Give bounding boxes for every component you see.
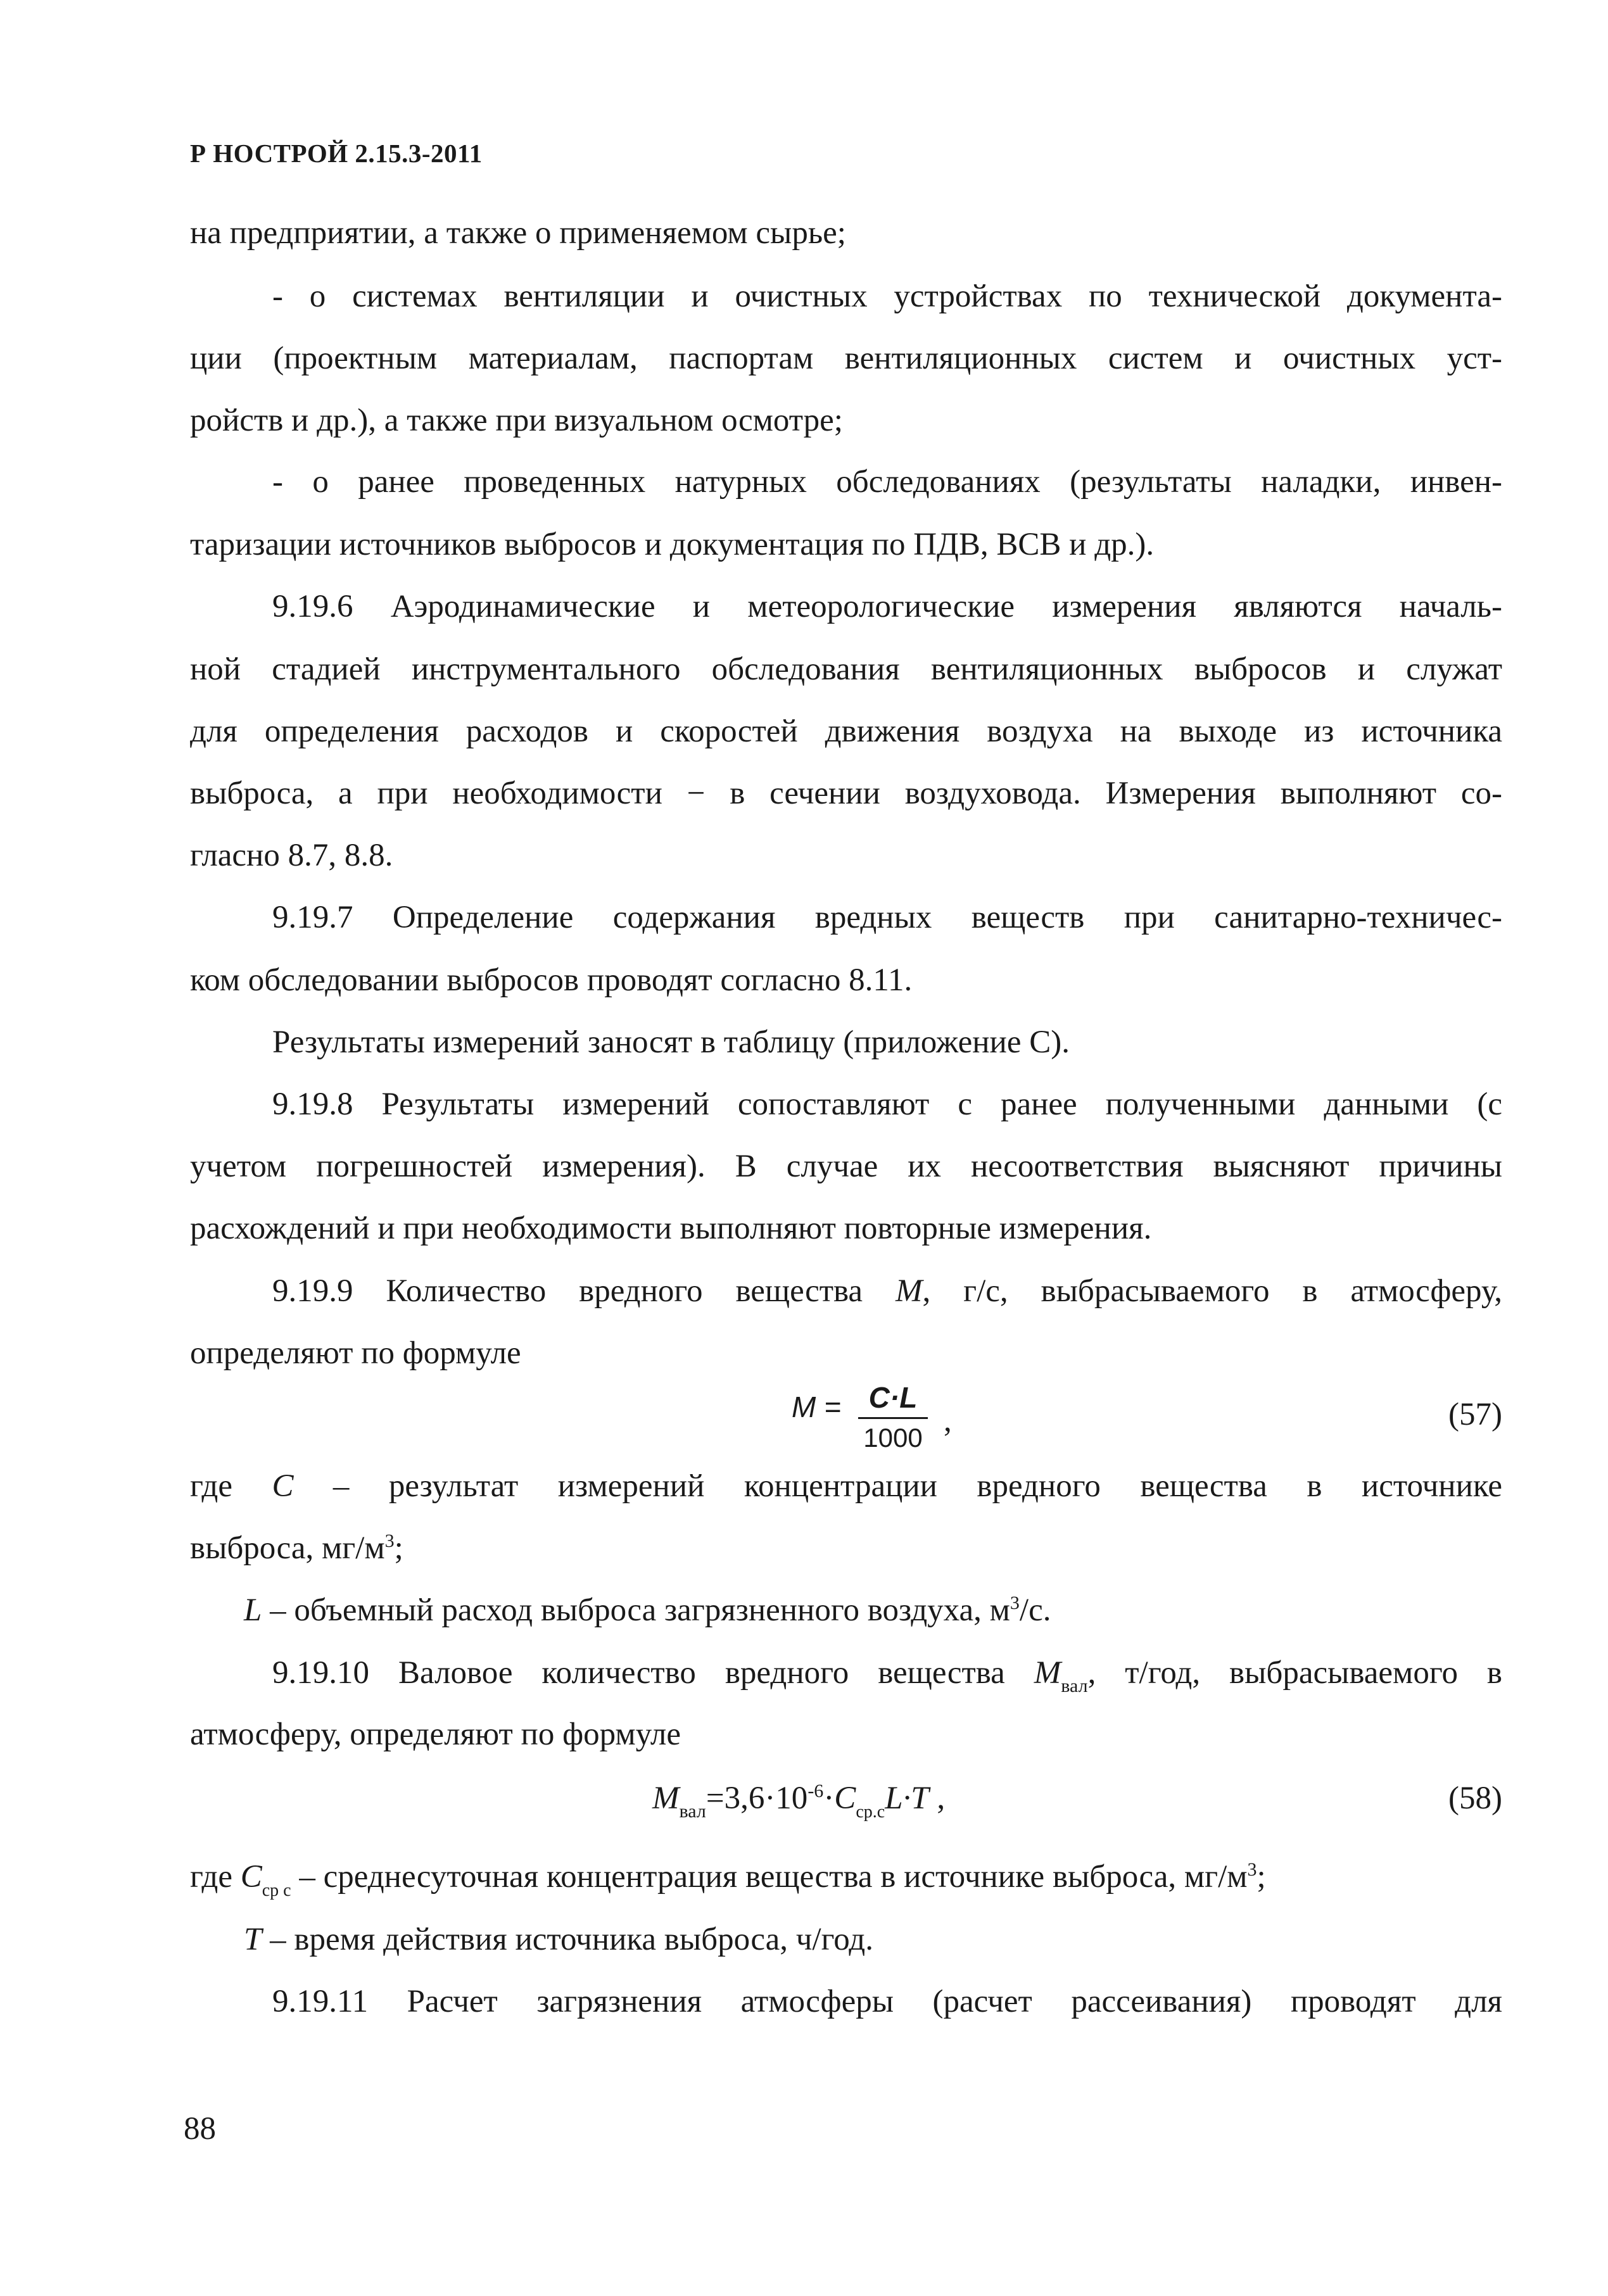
text-span: – время действия источника выброса, ч/год.: [262, 1922, 873, 1957]
text-line: Результаты измерений заносят в таблицу (приложение С).: [272, 1025, 1070, 1060]
text-line: 9.19.8 Результаты измерений сопоставляют с ранее полученными данными (с: [272, 1087, 1502, 1122]
text-line: атмосферу, определяют по формуле: [190, 1717, 681, 1752]
variable-c: С: [834, 1781, 856, 1816]
text-line: - о ранее проведенных натурных обследованиях (результаты наладки, инвен-: [272, 464, 1502, 500]
text-line: выброса, а при необходимости − в сечении воздуховода. Измерения выполняют со-: [190, 776, 1502, 811]
variable-c: С: [272, 1468, 294, 1504]
variable-l: L: [244, 1593, 262, 1628]
text-line: для определения расходов и скоростей движения воздуха на выходе из источника: [190, 714, 1502, 749]
text-span: /с.: [1019, 1593, 1051, 1628]
subscript: ср.с: [856, 1802, 885, 1822]
text-line: [190, 1845, 1502, 1908]
text-line: 9.19.6 Аэродинамические и метеорологические измерения являются началь-: [272, 589, 1502, 624]
superscript: 3: [384, 1530, 395, 1551]
text-span: ;: [1257, 1859, 1266, 1895]
text-span: где: [190, 1859, 241, 1895]
formula-58: [652, 1780, 946, 1822]
text-line: [190, 1454, 1502, 1518]
formula-57-denominator: 1000: [863, 1423, 923, 1453]
text-line: гласно 8.7, 8.8.: [190, 838, 393, 873]
superscript: 3: [1010, 1593, 1020, 1613]
formula-57-fraction: [858, 1380, 928, 1453]
formula-57-comma: ,: [944, 1403, 952, 1439]
variable-m: М: [895, 1273, 923, 1309]
text-line: - о системах вентиляции и очистных устройствах по технической документа-: [272, 279, 1502, 314]
text-line: [272, 1259, 1502, 1323]
page-number: 88: [184, 2111, 216, 2147]
text-line: расхождений и при необходимости выполняют повторные измерения.: [190, 1211, 1152, 1246]
formula-text: ·: [823, 1781, 835, 1816]
text-line: [272, 1641, 1502, 1705]
text-line: ком обследовании выбросов проводят согласно 8.11.: [190, 962, 913, 998]
equation-number-57: (57): [1448, 1397, 1502, 1432]
superscript: 3: [1247, 1859, 1257, 1880]
text-line: ройств и др.), а также при визуальном осмотре;: [190, 403, 843, 438]
subscript: ср с: [262, 1881, 291, 1900]
subscript: вал: [679, 1801, 706, 1822]
formula-57-lhs: M =: [792, 1391, 841, 1423]
text-span: – среднесуточная концентрация вещества в источнике выброса, мг/м: [291, 1859, 1248, 1895]
variable-m: М: [1034, 1655, 1061, 1691]
formula-text: L·T: [885, 1781, 929, 1816]
variable-c: С: [240, 1859, 262, 1895]
text-span: – результат измерений концентрации вредного вещества в источнике: [293, 1468, 1503, 1504]
superscript: -6: [807, 1781, 824, 1801]
text-line: таризации источников выбросов и документация по ПДВ, ВСВ и др.).: [190, 527, 1155, 562]
text-line: [190, 1517, 1502, 1580]
text-line: [244, 1908, 1502, 1971]
variable-m: М: [652, 1781, 680, 1816]
equation-number-58: (58): [1448, 1781, 1502, 1816]
formula-text: =3,6·10: [706, 1781, 808, 1816]
text-line: 9.19.11 Расчет загрязнения атмосферы (расчет рассеивания) проводят для: [272, 1984, 1502, 2019]
text-line: учетом погрешностей измерения). В случае их несоответствия выясняют причины: [190, 1149, 1502, 1184]
text-span: где: [190, 1468, 272, 1504]
text-line: [244, 1579, 1502, 1642]
document-code-header: Р НОСТРОЙ 2.15.3-2011: [190, 139, 483, 168]
text-line: ции (проектным материалам, паспортам вентиляционных систем и очистных уст-: [190, 341, 1502, 376]
text-line: на предприятии, а также о применяемом сырье;: [190, 215, 846, 251]
text-line: ной стадией инструментального обследования вентиляционных выбросов и служат: [190, 652, 1502, 687]
text-span: , т/год, выбрасываемого в: [1087, 1655, 1502, 1691]
text-span: ;: [394, 1530, 403, 1566]
formula-comma: ,: [928, 1781, 946, 1816]
text-span: 9.19.10 Валовое количество вредного вещества: [272, 1655, 1034, 1691]
text-line: определяют по формуле: [190, 1335, 521, 1371]
text-line: 9.19.7 Определение содержания вредных веществ при санитарно-техничес-: [272, 900, 1502, 935]
text-span: выброса, мг/м: [190, 1530, 385, 1566]
text-span: 9.19.9 Количество вредного вещества: [272, 1273, 896, 1309]
variable-t: Т: [244, 1922, 262, 1957]
formula-57-numerator: C·L: [868, 1381, 918, 1414]
fraction-bar: [858, 1417, 928, 1419]
subscript: вал: [1061, 1675, 1088, 1696]
text-span: – объемный расход выброса загрязненного воздуха, м: [262, 1593, 1010, 1628]
text-span: , г/с, выбрасываемого в атмосферу,: [922, 1273, 1502, 1309]
